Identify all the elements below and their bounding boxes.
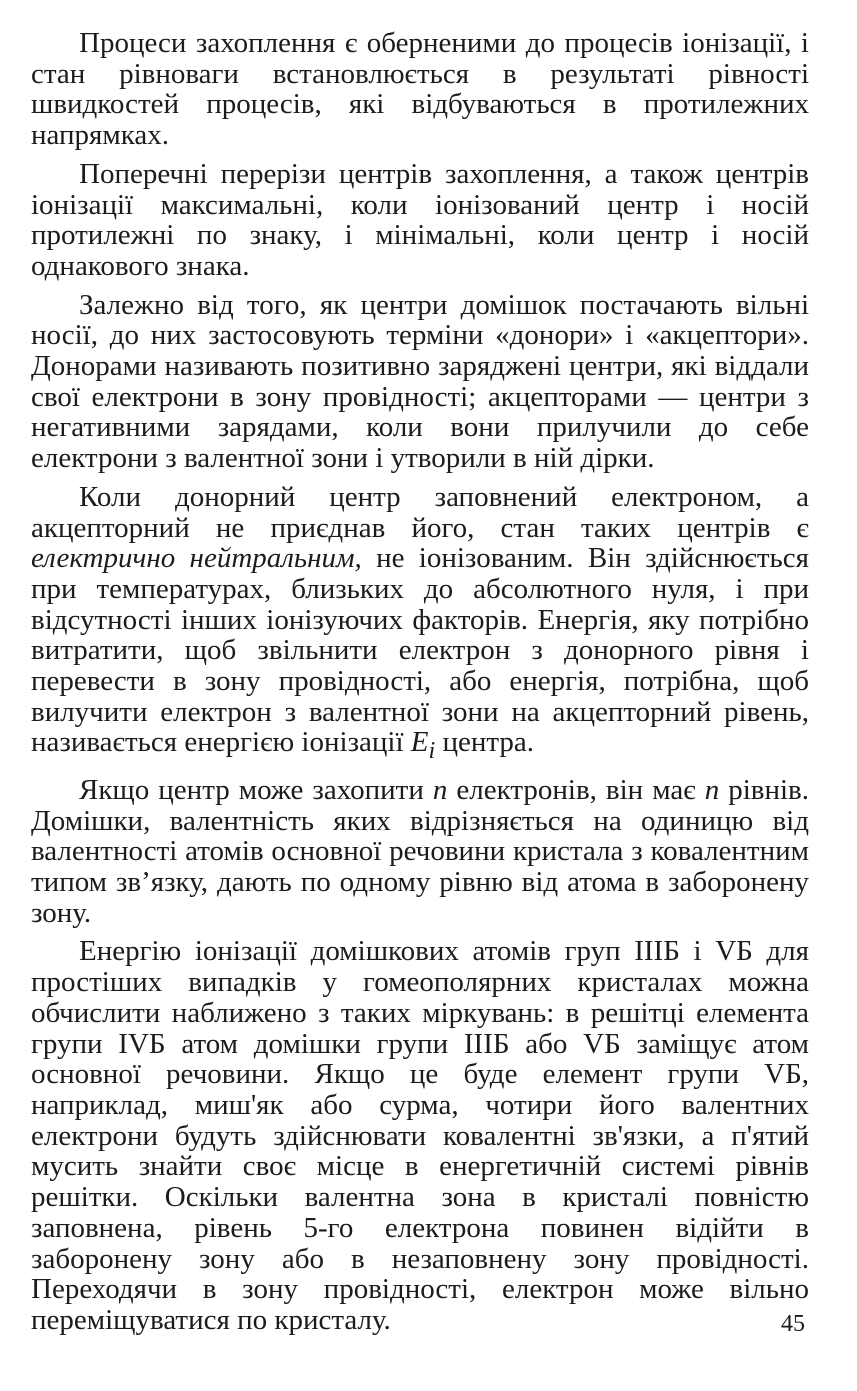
paragraph-3: Залежно від того, як центри домішок постачають вільні носії, до них застосовують терміни «донори» і «акцептори». Донорами називають позитивно заряджені центри, які віддали свої електрони в зону провідності; акцепторами — центри з негативними зарядами, коли вони прилучили до себе електрони з валентної зони і утворили в ній дірки. — [31, 288, 809, 475]
body-text — [31, 28, 809, 1344]
paragraph-4-italic-term: електрично нейтральним, — [31, 542, 362, 575]
variable-n-1: n — [432, 773, 448, 806]
paragraph-4-text-end: центра. — [435, 726, 535, 759]
paragraph-4-text-after: не іонізованим. Він здійснюється при температурах, близьких до абсолютного нуля, і при відсутності інших іонізуючих факторів. Енергія, яку потрібно витратити, щоб звільнити електрон з донорного рівня і перевести в зону провідності, або енергія, потрібна, щоб вилучити електрон з валентної зони на акцепторний рівень, називається енергією іонізації — [31, 542, 809, 759]
ionization-energy-symbol: E — [410, 726, 429, 759]
paragraph-5-part-1: Якщо центр може захопити — [79, 773, 433, 806]
paragraph-6: Енергію іонізації домішкових атомів груп ІІІБ і VБ для простіших випадків у гомеополярних кристалах можна обчислити наближено з таких міркувань: в решітці елемента групи IVБ атом домішки групи ІІІБ або VБ заміщує атом основної речовини. Якщо це буде елемент групи VБ, наприклад, миш'як або сурма, чотири його валентних електрони будуть здійснювати ковалентні зв'язки, а п'ятий мусить знайти своє місце в енергетичній системі рівнів решітки. Оскільки валентна зона в кристалі повністю заповнена, рівень 5-го електрона повинен відійти в заборонену зону або в незаповнену зону провідності. Переходячи в зону провідності, електрон може вільно переміщуватися по кристалу. — [31, 935, 809, 1336]
ionization-energy-subscript: i — [428, 737, 436, 765]
paragraph-4 — [31, 482, 809, 767]
paragraph-2: Поперечні перерізи центрів захоплення, а також центрів іонізації максимальні, коли іонізований центр і носій протилежні по знаку, і мінімальні, коли центр і носій однакового знака. — [31, 157, 809, 282]
paragraph-5-part-2: електронів, він має — [447, 773, 705, 806]
paragraph-1: Процеси захоплення є оберненими до процесів іонізації, і стан рівноваги встановлюється в результаті рівності швидкостей процесів, які відбуваються в протилежних напрямках. — [31, 27, 809, 152]
variable-n-2: n — [704, 773, 720, 806]
paragraph-4-text-before: Коли донорний центр заповнений електроном, а акцепторний не приєднав його, стан таких центрів є — [31, 480, 809, 544]
paragraph-5 — [31, 775, 809, 929]
paragraph-5-part-3: рівнів. Домішки, валентність яких відрізняється на одиницю від валентності атомів основної речовини кристала з ковалентним типом зв’язку, дають по одному рівню від атома в заборонену зону. — [31, 773, 809, 929]
page-number: 45 — [781, 1311, 805, 1337]
